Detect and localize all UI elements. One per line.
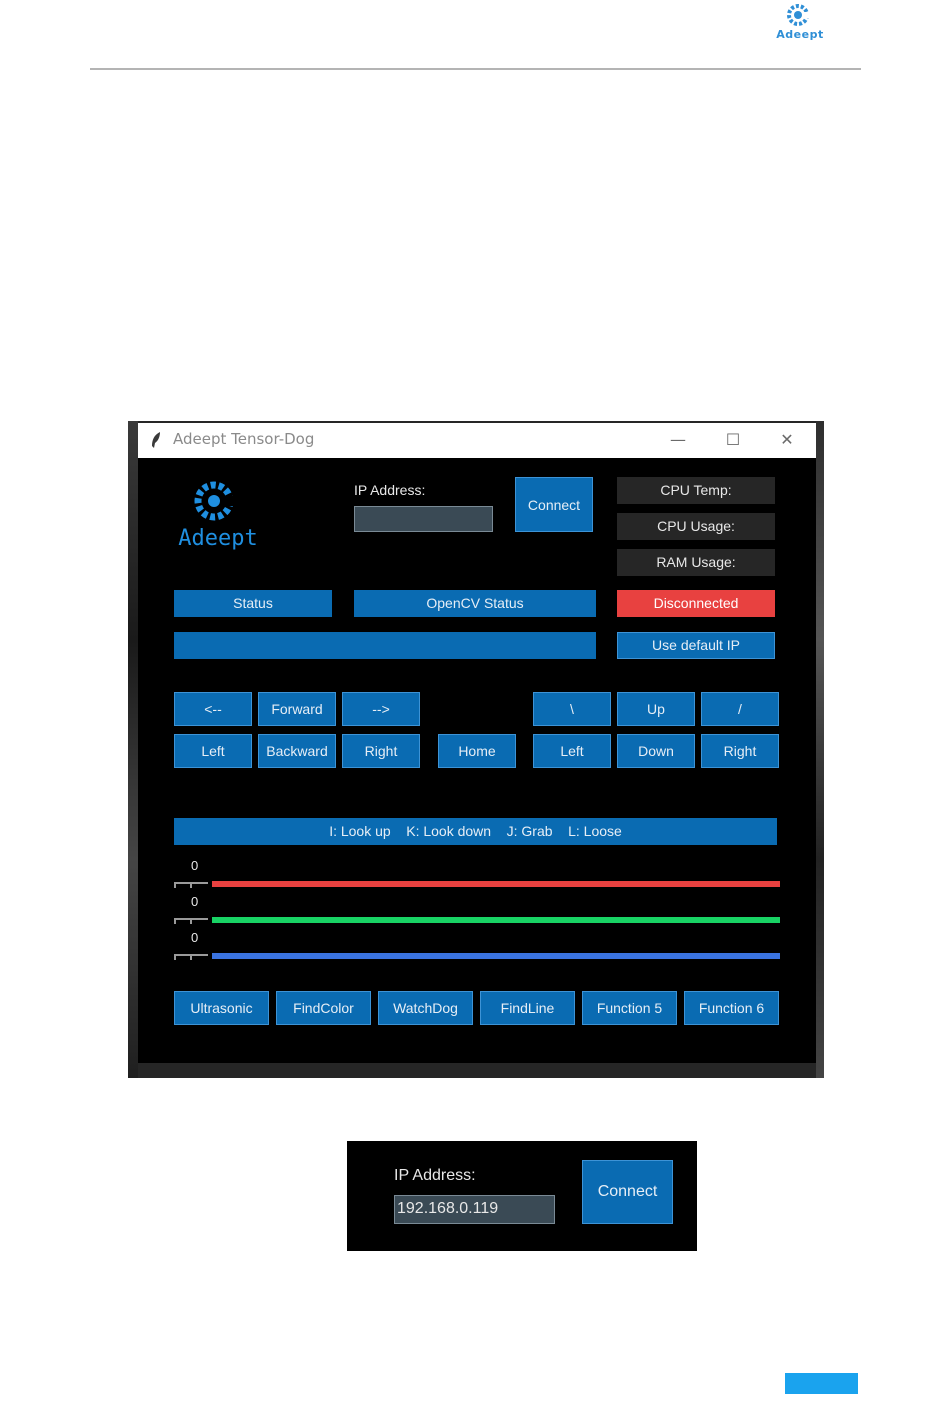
home-button[interactable]: Home (438, 734, 516, 768)
desktop-background-left (128, 421, 138, 1078)
inset-ip-input[interactable] (394, 1195, 555, 1224)
adeept-logo (176, 477, 260, 553)
head-down-button[interactable]: Down (617, 734, 695, 768)
ip-address-input[interactable] (354, 506, 493, 532)
ultrasonic-button[interactable]: Ultrasonic (174, 991, 269, 1025)
header-divider (90, 68, 861, 70)
function-5-button[interactable]: Function 5 (582, 991, 677, 1025)
close-button[interactable]: ✕ (780, 430, 794, 449)
blue-slider[interactable] (174, 930, 780, 964)
head-left-button[interactable]: Left (533, 734, 611, 768)
function-6-button[interactable]: Function 6 (684, 991, 779, 1025)
header-brand-text: Adeept (776, 28, 824, 41)
ip-entry-inset (347, 1141, 697, 1251)
window-title: Adeept Tensor-Dog (173, 430, 315, 448)
red-slider-handle[interactable] (174, 882, 208, 890)
adeept-gear-icon (776, 2, 824, 30)
turn-right-button[interactable]: --> (342, 692, 420, 726)
cpu-usage-display: CPU Usage: (617, 513, 775, 540)
minimize-button[interactable]: — (670, 430, 686, 449)
right-button[interactable]: Right (342, 734, 420, 768)
green-slider-value: 0 (191, 894, 199, 909)
logo-text: Adeept (178, 526, 258, 551)
blue-slider-value: 0 (191, 930, 199, 945)
green-slider-track[interactable] (212, 917, 780, 923)
backward-button[interactable]: Backward (258, 734, 336, 768)
head-up-button[interactable]: Up (617, 692, 695, 726)
turn-left-button[interactable]: <-- (174, 692, 252, 726)
use-default-ip-button[interactable]: Use default IP (617, 632, 775, 659)
cpu-temp-display: CPU Temp: (617, 477, 775, 504)
blue-slider-track[interactable] (212, 953, 780, 959)
app-window (138, 423, 816, 1063)
red-slider[interactable] (174, 858, 780, 892)
status-display: Status (174, 590, 332, 617)
green-slider[interactable] (174, 894, 780, 928)
head-right-button[interactable]: Right (701, 734, 779, 768)
info-bar (174, 632, 596, 659)
opencv-status-display: OpenCV Status (354, 590, 596, 617)
watchdog-button[interactable]: WatchDog (378, 991, 473, 1025)
keyboard-hint-bar: I: Look up K: Look down J: Grab L: Loose (174, 818, 777, 845)
maximize-button[interactable]: ☐ (725, 430, 741, 449)
inset-ip-label: IP Address: (394, 1167, 476, 1184)
inset-connect-button[interactable]: Connect (582, 1160, 673, 1224)
findline-button[interactable]: FindLine (480, 991, 575, 1025)
connect-button[interactable]: Connect (515, 477, 593, 532)
inset-ip-value: 192.168.0.119 (397, 1200, 499, 1217)
left-button[interactable]: Left (174, 734, 252, 768)
page-number-tab (785, 1373, 858, 1394)
window-titlebar[interactable] (138, 423, 816, 458)
findcolor-button[interactable]: FindColor (276, 991, 371, 1025)
red-slider-track[interactable] (212, 881, 780, 887)
feather-icon (150, 431, 162, 449)
adeept-logo-gear-icon (176, 477, 260, 527)
ip-address-label: IP Address: (354, 482, 426, 498)
connection-status-badge: Disconnected (617, 590, 775, 617)
forward-button[interactable]: Forward (258, 692, 336, 726)
head-tilt-right-button[interactable]: / (701, 692, 779, 726)
blue-slider-handle[interactable] (174, 954, 208, 962)
ram-usage-display: RAM Usage: (617, 549, 775, 576)
green-slider-handle[interactable] (174, 918, 208, 926)
red-slider-value: 0 (191, 858, 199, 873)
adeept-header-logo (776, 2, 824, 46)
desktop-background-right (816, 421, 824, 1078)
head-tilt-left-button[interactable]: \ (533, 692, 611, 726)
